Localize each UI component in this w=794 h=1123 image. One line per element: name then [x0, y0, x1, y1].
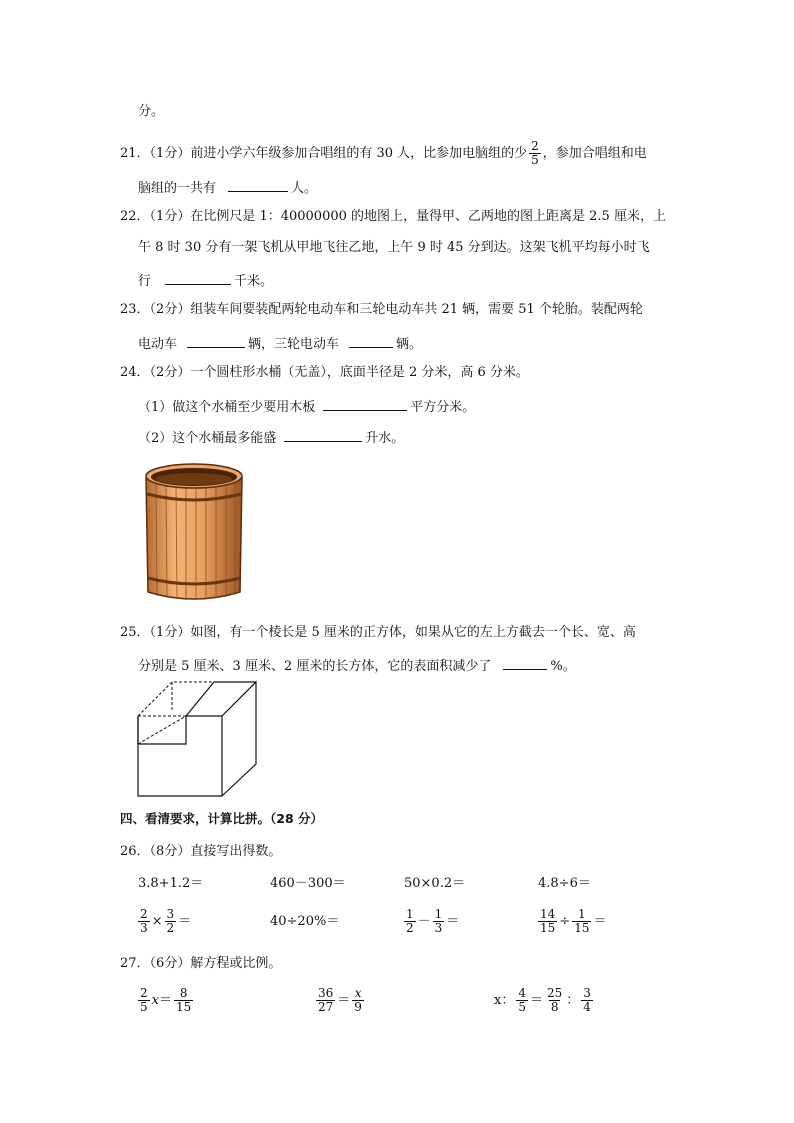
q22-line3: 行 千米。	[138, 270, 273, 291]
q26-item-4: 4.8÷6＝	[538, 876, 591, 891]
question-23: 23．（2分）组装车间要装配两轮电动车和三轮电动车共 21 辆，需要 51 个轮胎。装配两轮	[120, 302, 643, 317]
q23-blank-three-wheel[interactable]	[349, 333, 393, 348]
q23-line2: 电动车 辆，三轮电动车 辆。	[138, 333, 422, 354]
q26-item-3: 50×0.2＝	[404, 876, 466, 891]
question-24: 24．（2分）一个圆柱形水桶（无盖），底面半径是 2 分米，高 6 分米。	[120, 365, 529, 380]
q21-answer-blank[interactable]	[228, 177, 288, 192]
q21-fraction: $\frac{2}{5}$	[531, 139, 539, 167]
q26-item-6: 40÷20%＝	[270, 914, 340, 929]
q27-proportion-3: x： $\frac{4}{5}$ ＝ $\frac{25}{8}$ ： $\frac{3}{4}$	[494, 986, 591, 1014]
q27-equation-2: $\frac{36}{27}$ ＝ $\frac{x}{9}$	[318, 986, 362, 1014]
question-25: 25．（1分）如图，有一个棱长是 5 厘米的正方体，如果从它的左上方截去一个长、宽、高	[120, 625, 636, 640]
cube-cut-diagram	[134, 680, 262, 800]
wooden-bucket-image	[142, 460, 246, 606]
q24-blank-area[interactable]	[323, 396, 407, 411]
q26-item-7: $\frac{1}{2}$ － $\frac{1}{3}$ ＝	[406, 907, 460, 935]
question-22: 22．（1分）在比例尺是 1：40000000 的地图上，量得甲、乙两地的图上距离是 2.5 厘米，上	[120, 209, 666, 224]
q26-item-1: 3.8+1.2＝	[138, 876, 204, 891]
question-26: 26．（8分）直接写出得数。	[120, 844, 282, 859]
q24-sub1: （1）做这个水桶至少要用木板 平方分米。	[138, 396, 475, 417]
q24-sub2: （2）这个水桶最多能盛 升水。	[138, 427, 404, 448]
q25-line2: 分别是 5 厘米、3 厘米、2 厘米的长方体，它的表面积减少了 %。	[138, 655, 576, 676]
question-27: 27．（6分）解方程或比例。	[120, 956, 282, 971]
continued-text: 分。	[138, 104, 165, 119]
section-4-title: 四、看清要求，计算比拼。（28 分）	[120, 811, 323, 826]
q21-label: 21．（1分）前进小学六年级参加合唱组的有 30 人，比参加电脑组的少	[120, 146, 528, 161]
q25-answer-blank[interactable]	[503, 655, 547, 670]
q23-blank-two-wheel[interactable]	[187, 333, 245, 348]
q26-item-5: $\frac{2}{3}$ × $\frac{3}{2}$ ＝	[140, 907, 192, 935]
q22-answer-blank[interactable]	[165, 270, 231, 285]
question-21: 21．（1分）前进小学六年级参加合唱组的有 30 人，比参加电脑组的少 $\frac{2}{5}$ ，参加合唱组和电	[120, 139, 647, 167]
q27-equation-1: $\frac{2}{5}$ x＝ $\frac{8}{15}$	[140, 986, 192, 1014]
q26-item-2: 460－300＝	[270, 876, 346, 891]
q24-blank-volume[interactable]	[284, 427, 362, 442]
q21-line2: 脑组的一共有 人。	[138, 177, 317, 198]
q26-item-8: $\frac{14}{15}$ ÷ $\frac{1}{15}$ ＝	[540, 907, 607, 935]
q22-line2: 午 8 时 30 分有一架飞机从甲地飞往乙地，上午 9 时 45 分到达。这架飞机平均每小时飞	[138, 240, 650, 255]
